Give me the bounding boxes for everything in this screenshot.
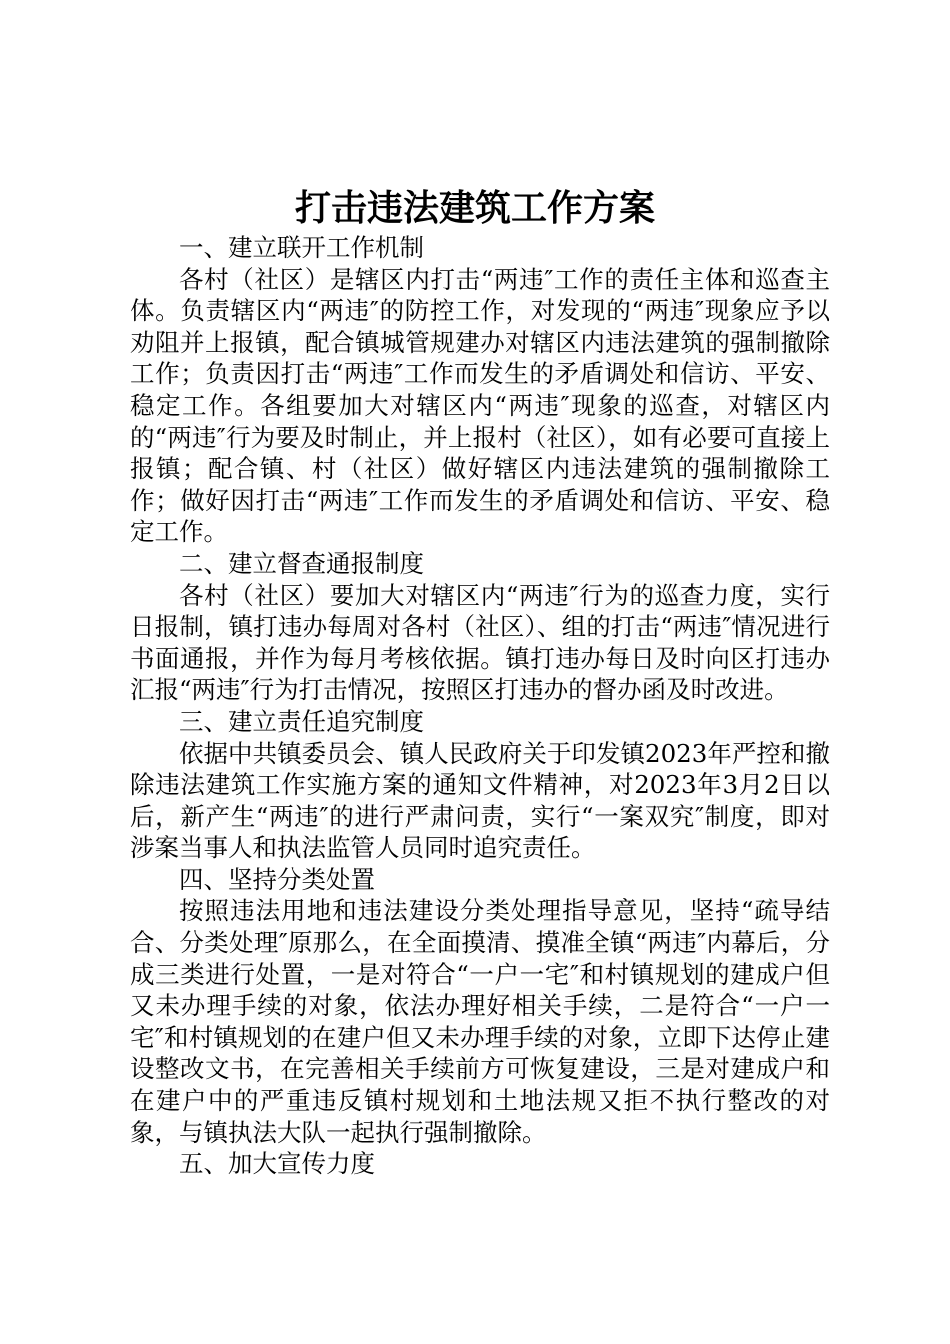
section-paragraph-2: 各村（社区）要加大对辖区内“两违″行为的巡查力度，实行日报制，镇打违办每周对各村（社区）、组的打击“两违″情况进行书面通报，并作为每月考核依据。镇打违办每日及时向区打违办汇报“两违″行为打击情况，按照区打违办的督办函及时改进。 <box>130 580 830 705</box>
section-heading-5: 五、加大宣传力度 <box>179 1149 375 1179</box>
section-paragraph-3: 依据中共镇委员会、镇人民政府关于印发镇2023年严控和撤除违法建筑工作实施方案的通知文件精神，对2023年3月2日以后，新产生“两违″的进行严肃问责，实行“一案双究″制度，即对涉案当事人和执法监管人员同时追究责任。 <box>130 738 830 863</box>
document-title: 打击违法建筑工作方案 <box>294 187 655 229</box>
section-paragraph-4: 按照违法用地和违法建设分类处理指导意见，坚持“疏导结合、分类处理″原那么，在全面摸清、摸准全镇“两违″内幕后，分成三类进行处置，一是对符合“一户一宅″和村镇规划的建成户但又未办理手续的对象，依法办理好相关手续，二是符合“一户一宅″和村镇规划的在建户但又未办理手续的对象，立即下达停止建设整改文书，在完善相关手续前方可恢复建设，三是对建成户和在建户中的严重违反镇村规划和土地法规又拒不执行整改的对象，与镇执法大队一起执行强制撤除。 <box>130 896 830 1147</box>
section-heading-3: 三、建立责任追究制度 <box>179 706 424 736</box>
document-body <box>130 232 830 1180</box>
section-paragraph-1: 各村（社区）是辖区内打击“两违″工作的责任主体和巡查主体。负责辖区内“两违″的防控工作，对发现的“两违″现象应予以劝阻并上报镇，配合镇城管规建办对辖区内违法建筑的强制撤除工作；负责因打击“两违″工作而发生的矛盾调处和信访、平安、稳定工作。各组要加大对辖区内“两违″现象的巡查，对辖区内的“两违″行为要及时制止，并上报村（社区），如有必要可直接上报镇；配合镇、村（社区）做好辖区内违法建筑的强制撤除工作；做好因打击“两违″工作而发生的矛盾调处和信访、平安、稳定工作。 <box>130 264 830 547</box>
section-heading-1: 一、建立联开工作机制 <box>179 233 424 262</box>
section-heading-2: 二、建立督查通报制度 <box>179 548 424 578</box>
section-heading-4: 四、坚持分类处置 <box>179 864 375 894</box>
